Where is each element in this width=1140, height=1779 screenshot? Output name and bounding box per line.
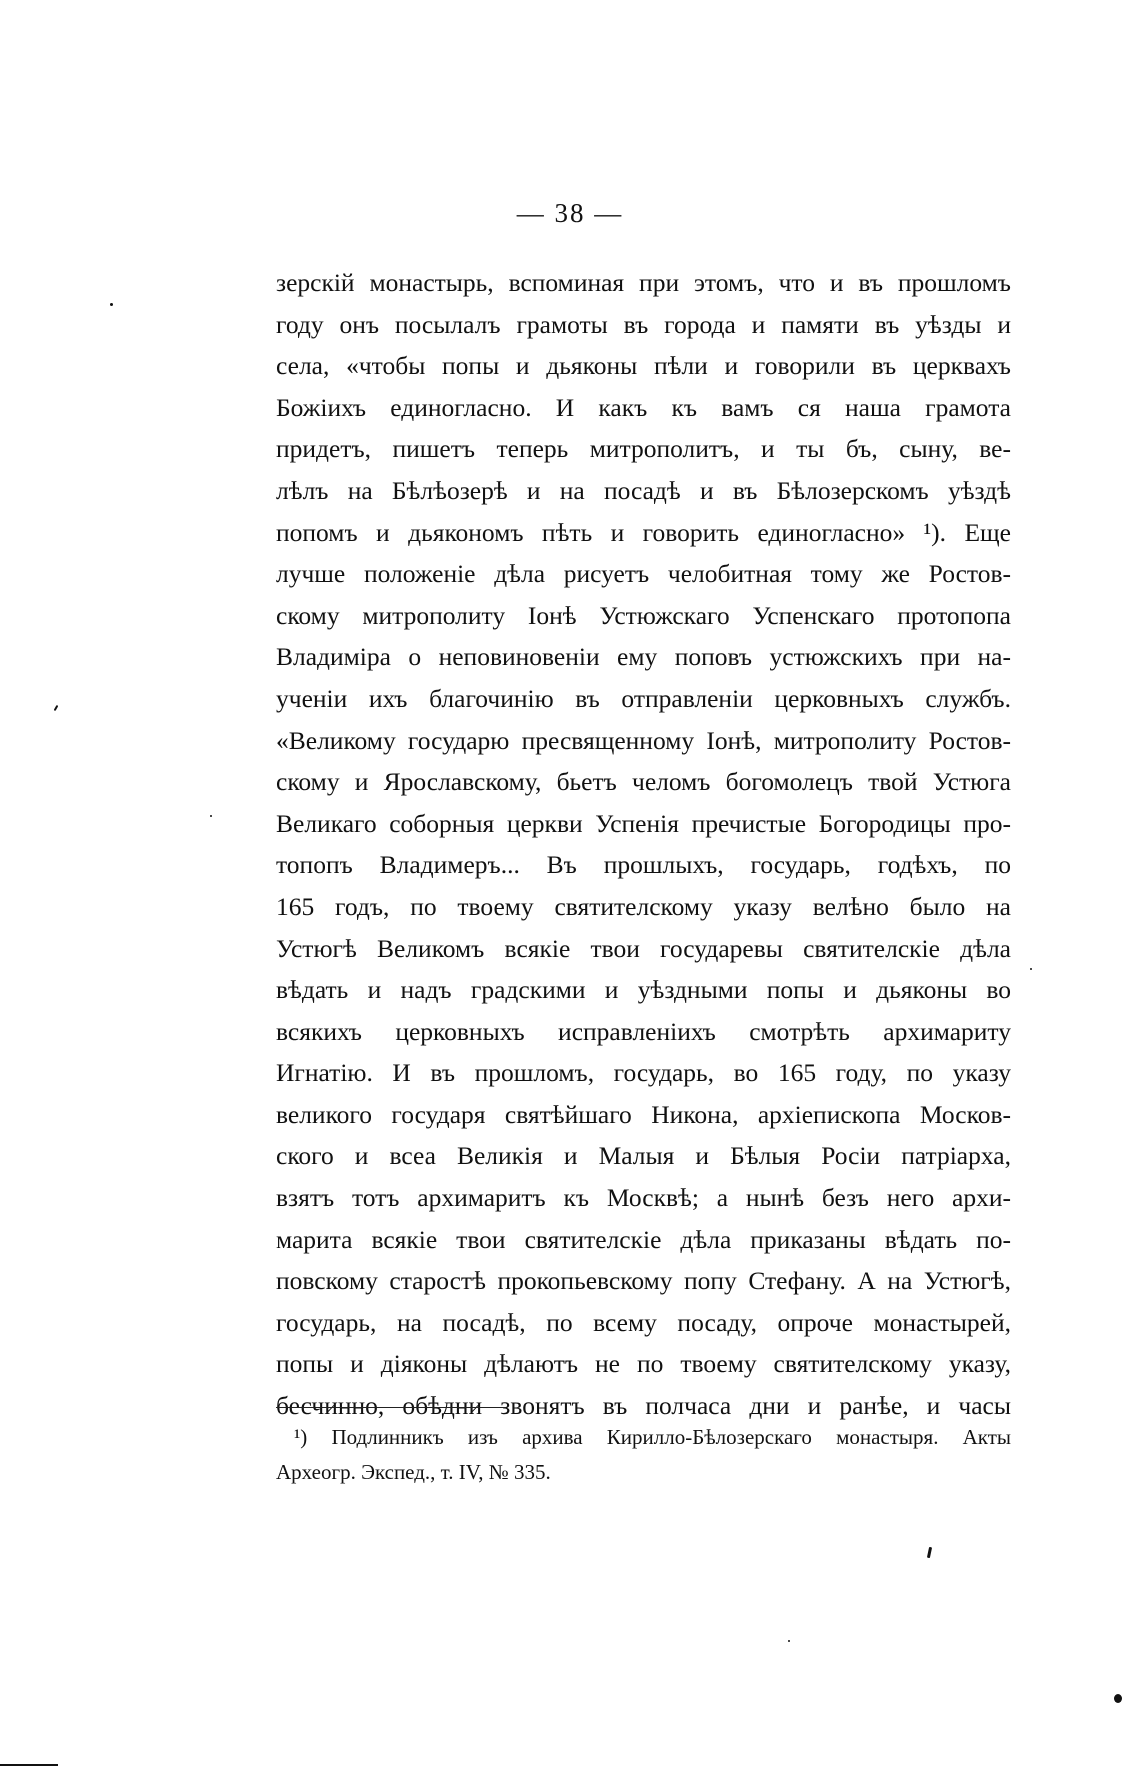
text-line: Устюгѣ Великомъ всякіе твои государевы святителскіе дѣла	[276, 933, 1011, 963]
text-line: скому митрополиту Іонѣ Устюжскаго Успенскаго протопопа	[276, 600, 1011, 630]
text-line: придетъ, пишетъ теперь митрополитъ, и ты бъ, сыну, ве-	[276, 434, 1011, 464]
text-line: марита всякіе твои святителскіе дѣла приказаны вѣдать по-	[276, 1224, 1011, 1254]
text-line: Великаго соборныя церкви Успенія пречистые Богородицы про-	[276, 808, 1011, 838]
text-line: лучше положеніе дѣла рисуетъ челобитная тому же Ростов-	[276, 559, 1011, 589]
text-line: Игнатію. И въ прошломъ, государь, во 165 году, по указу	[276, 1058, 1011, 1088]
scan-speck	[788, 1640, 790, 1642]
text-line: скому и Ярославскому, бьетъ челомъ богомолецъ твой Устюга	[276, 767, 1011, 797]
footnote-divider	[276, 1407, 506, 1408]
text-line: бесчинно, обѣдни звонятъ въ полчаса дни и ранѣе, и часы	[276, 1391, 1011, 1421]
text-line: 165 годъ, по твоему святителскому указу велѣно было на	[276, 891, 1011, 921]
text-line: вѣдать и надъ градскими и уѣздными попы и дьяконы во	[276, 975, 1011, 1005]
text-line: села, «чтобы попы и дьяконы пѣли и говорили въ церквахъ	[276, 351, 1011, 381]
text-line: лѣлъ на Бѣлѣозерѣ и на посадѣ и въ Бѣлозерскомъ уѣздѣ	[276, 475, 1011, 505]
footnotes	[276, 1420, 1011, 1490]
body-text	[276, 262, 1011, 1427]
text-line: «Великому государю пресвященному Іонѣ, митрополиту Ростов-	[276, 725, 1011, 755]
footnote-line: ¹) Подлинникъ изъ архива Кирилло-Бѣлозерскаго монастыря. Акты	[294, 1425, 1011, 1449]
scan-speck	[110, 303, 113, 306]
text-line: всякихъ церковныхъ исправленіихъ смотрѣть архимариту	[276, 1016, 1011, 1046]
text-line: великого государя святѣйшаго Никона, архіепископа Москов-	[276, 1099, 1011, 1129]
text-line: государь, на посадѣ, по всему посаду, опроче монастырей,	[276, 1307, 1011, 1337]
text-line: ученіи ихъ благочинію въ отправленіи церковныхъ службъ.	[276, 683, 1011, 713]
text-line: Владиміра о неповиновеніи ему поповъ устюжскихъ при на-	[276, 642, 1011, 672]
text-line: ского и всеа Великія и Малыя и Бѣлыя Росіи патріарха,	[276, 1141, 1011, 1171]
scan-speck	[54, 705, 59, 711]
scan-edge-mark	[0, 1764, 58, 1766]
scan-speck	[210, 815, 212, 817]
scan-speck	[1030, 968, 1032, 970]
text-line: повскому старостѣ прокопьевскому попу Стефану. А на Устюгѣ,	[276, 1266, 1011, 1296]
footnote-line: Археогр. Экспед., т. IV, № 335.	[276, 1460, 551, 1484]
page-number: — 38 —	[516, 198, 624, 228]
text-line: попомъ и дьякономъ пѣть и говорить единогласно» ¹). Еще	[276, 517, 1011, 547]
text-line: топопъ Владимеръ... Въ прошлыхъ, государь, годѣхъ, по	[276, 850, 1011, 880]
scan-speck	[1114, 1694, 1122, 1703]
text-line: попы и діяконы дѣлаютъ не по твоему святителскому указу,	[276, 1349, 1011, 1379]
text-line: Божіихъ единогласно. И какъ къ вамъ ся наша грамота	[276, 392, 1011, 422]
text-line: году онъ посылалъ грамоты въ города и памяти въ уѣзды и	[276, 309, 1011, 339]
text-line: взятъ тотъ архимаритъ къ Москвѣ; а нынѣ безъ него архи-	[276, 1183, 1011, 1213]
scan-speck	[927, 1547, 932, 1558]
text-line: зерскій монастырь, вспоминая при этомъ, что и въ прошломъ	[276, 268, 1011, 297]
